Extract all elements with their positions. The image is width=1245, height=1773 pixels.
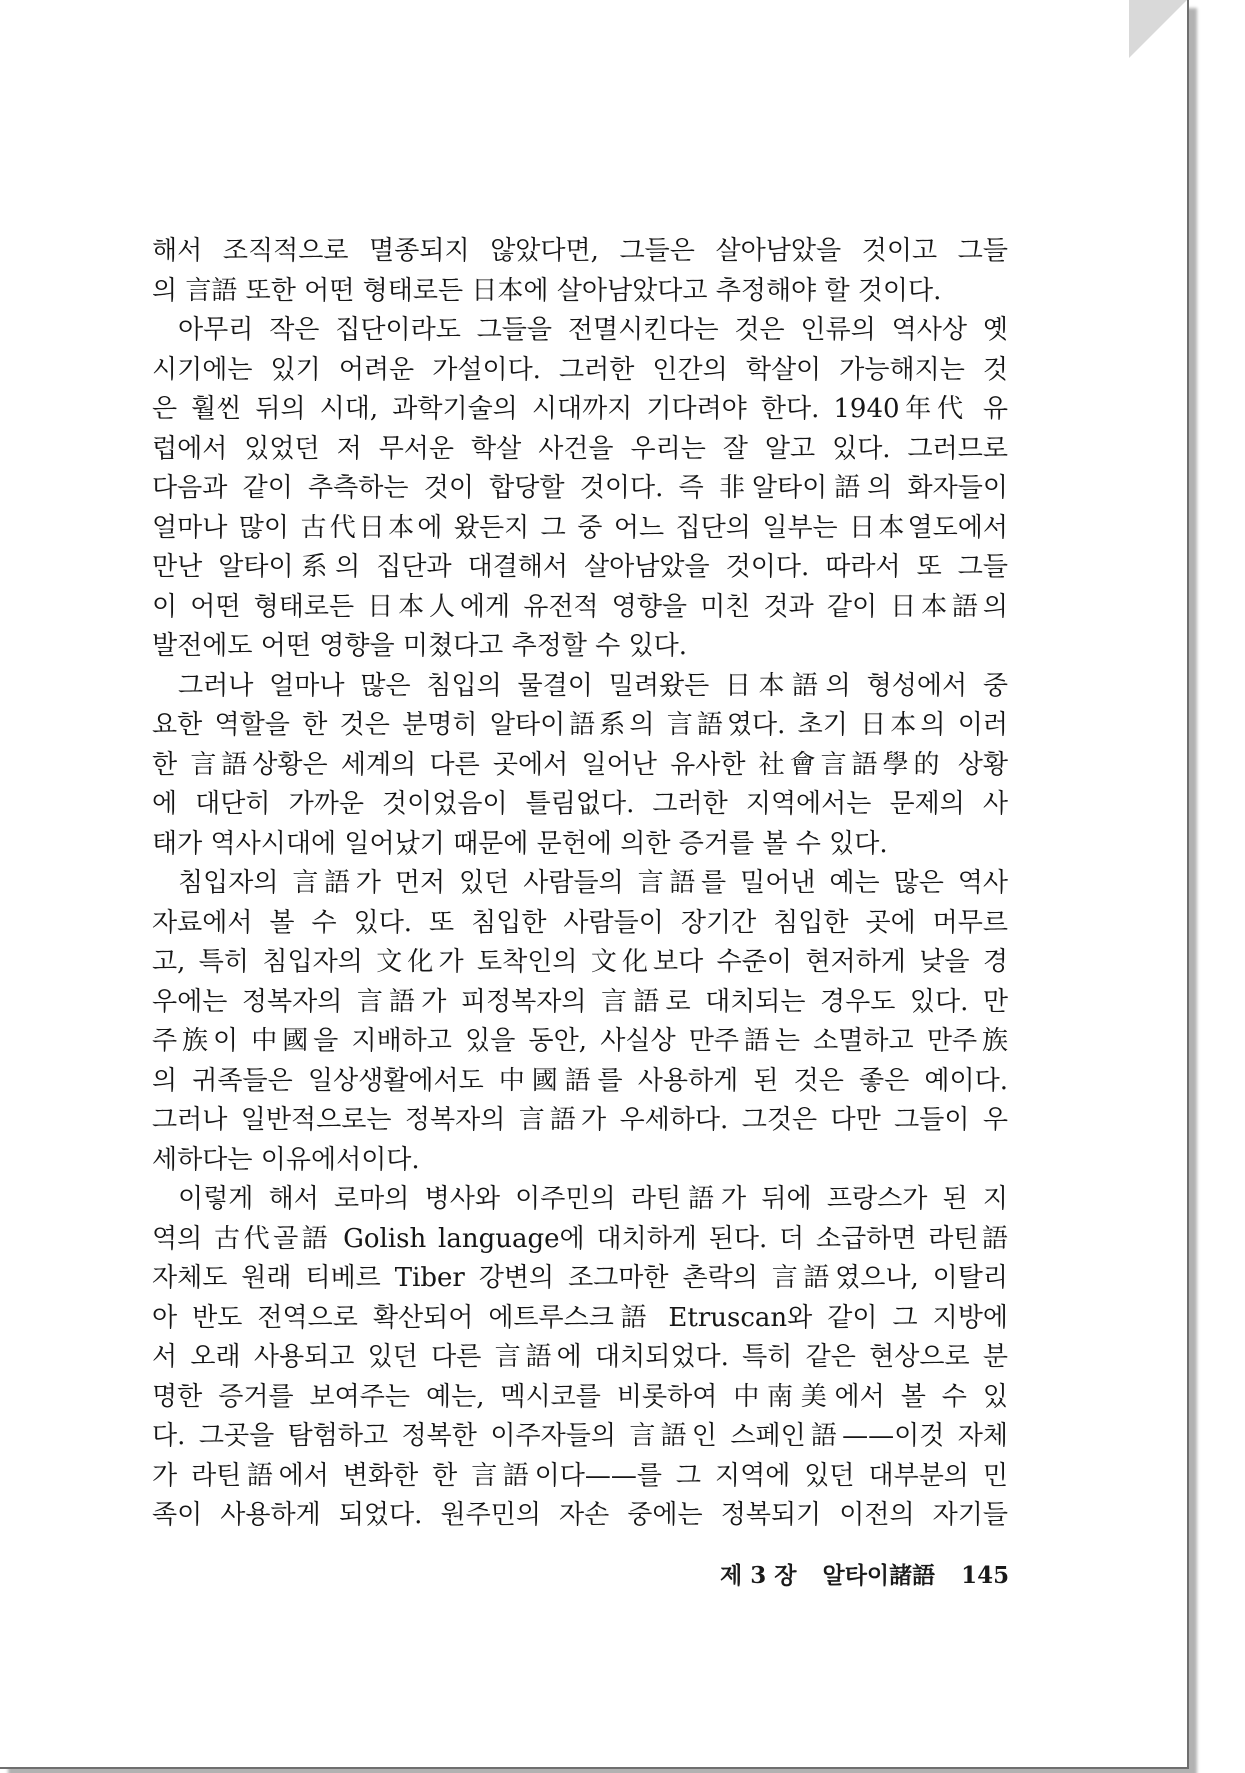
text-line: 의 귀족들은 일상생활에서도 中國語를 사용하게 된 것은 좋은 예이다.	[152, 1065, 1008, 1096]
text-line: 이렇게 해서 로마의 병사와 이주민의 라틴語가 뒤에 프랑스가 된 지	[178, 1184, 1008, 1214]
chapter-title: 알타이諸語	[822, 1562, 936, 1589]
page-number: 145	[961, 1562, 1010, 1589]
text-line: 주族이 中國을 지배하고 있을 동안, 사실상 만주語는 소멸하고 만주族	[152, 1026, 1008, 1056]
paragraph-1	[152, 232, 1008, 311]
paragraph-4	[152, 864, 1008, 1180]
chapter-label: 제 3 장	[720, 1562, 797, 1589]
text-line: 의 言語 또한 어떤 형태로든 日本에 살아남았다고 추정해야 할 것이다.	[152, 275, 942, 306]
text-line: 만난 알타이系의 집단과 대결해서 살아남았을 것이다. 따라서 또 그들	[152, 552, 1008, 582]
text-line: 그러나 일반적으로는 정복자의 言語가 우세하다. 그것은 다만 그들이 우	[152, 1105, 1008, 1135]
text-line: 럽에서 있었던 저 무서운 학살 사건을 우리는 잘 알고 있다. 그러므로	[152, 433, 1008, 464]
body-text	[152, 232, 1008, 1536]
text-line: 발전에도 어떤 영향을 미쳤다고 추정할 수 있다.	[152, 631, 688, 661]
text-line: 다. 그곳을 탐험하고 정복한 이주자들의 言語인 스페인語——이것 자체	[152, 1421, 1008, 1451]
running-footer	[720, 1557, 1009, 1590]
text-line: 서 오래 사용되고 있던 다른 言語에 대치되었다. 특히 같은 현상으로 분	[152, 1342, 1008, 1372]
text-line: 침입자의 言語가 먼저 있던 사람들의 言語를 밀어낸 예는 많은 역사	[178, 868, 1008, 898]
paragraph-3	[152, 667, 1008, 865]
text-line: 태가 역사시대에 일어났기 때문에 문헌에 의한 증거를 볼 수 있다.	[152, 828, 888, 859]
paragraph-2	[152, 311, 1008, 667]
text-line: 아무리 작은 집단이라도 그들을 전멸시킨다는 것은 인류의 역사상 옛	[178, 315, 1008, 345]
text-line: 시기에는 있기 어려운 가설이다. 그러한 인간의 학살이 가능해지는 것	[152, 354, 1008, 385]
text-line: 자체도 원래 티베르 Tiber 강변의 조그마한 촌락의 言語였으나, 이탈리	[152, 1263, 1008, 1293]
text-line: 은 훨씬 뒤의 시대, 과학기술의 시대까지 기다려야 한다. 1940年代 유	[152, 394, 1008, 424]
text-line: 역의 古代골語 Golish language에 대치하게 된다. 더 소급하면 라틴語	[152, 1223, 1008, 1254]
text-line: 세하다는 이유에서이다.	[152, 1144, 420, 1175]
text-line: 요한 역할을 한 것은 분명히 알타이語系의 言語였다. 초기 日本의 이러	[152, 710, 1008, 740]
text-line: 자료에서 볼 수 있다. 또 침입한 사람들이 장기간 침입한 곳에 머무르	[152, 907, 1008, 938]
text-line: 해서 조직적으로 멸종되지 않았다면, 그들은 살아남았을 것이고 그들	[152, 236, 1008, 266]
text-line: 가 라틴語에서 변화한 한 言語이다——를 그 지역에 있던 대부분의 민	[152, 1460, 1008, 1491]
text-line: 에 대단히 가까운 것이었음이 틀림없다. 그러한 지역에서는 문제의 사	[152, 789, 1008, 819]
text-line: 이 어떤 형태로든 日本人에게 유전적 영향을 미친 것과 같이 日本語의	[152, 591, 1008, 622]
page-curl-corner	[1129, 0, 1187, 58]
text-line: 명한 증거를 보여주는 예는, 멕시코를 비롯하여 中南美에서 볼 수 있	[152, 1381, 1008, 1412]
text-line: 족이 사용하게 되었다. 원주민의 자손 중에는 정복되기 이전의 자기들	[152, 1500, 1008, 1530]
text-line: 우에는 정복자의 言語가 피정복자의 言語로 대치되는 경우도 있다. 만	[152, 986, 1008, 1017]
text-line: 한 言語상황은 세계의 다른 곳에서 일어난 유사한 社會言語學的 상황	[152, 749, 1008, 780]
text-line: 고, 특히 침입자의 文化가 토착인의 文化보다 수준이 현저하게 낮을 경	[152, 947, 1008, 977]
text-line: 그러나 얼마나 많은 침입의 물결이 밀려왔든 日本語의 형성에서 중	[178, 670, 1008, 701]
text-line: 아 반도 전역으로 확산되어 에트루스크語 Etruscan와 같이 그 지방에	[152, 1302, 1008, 1333]
text-line: 다음과 같이 추측하는 것이 합당할 것이다. 즉 非알타이語의 화자들이	[152, 473, 1008, 503]
paragraph-5	[152, 1180, 1008, 1536]
text-line: 얼마나 많이 古代日本에 왔든지 그 중 어느 집단의 일부는 日本열도에서	[152, 512, 1008, 543]
